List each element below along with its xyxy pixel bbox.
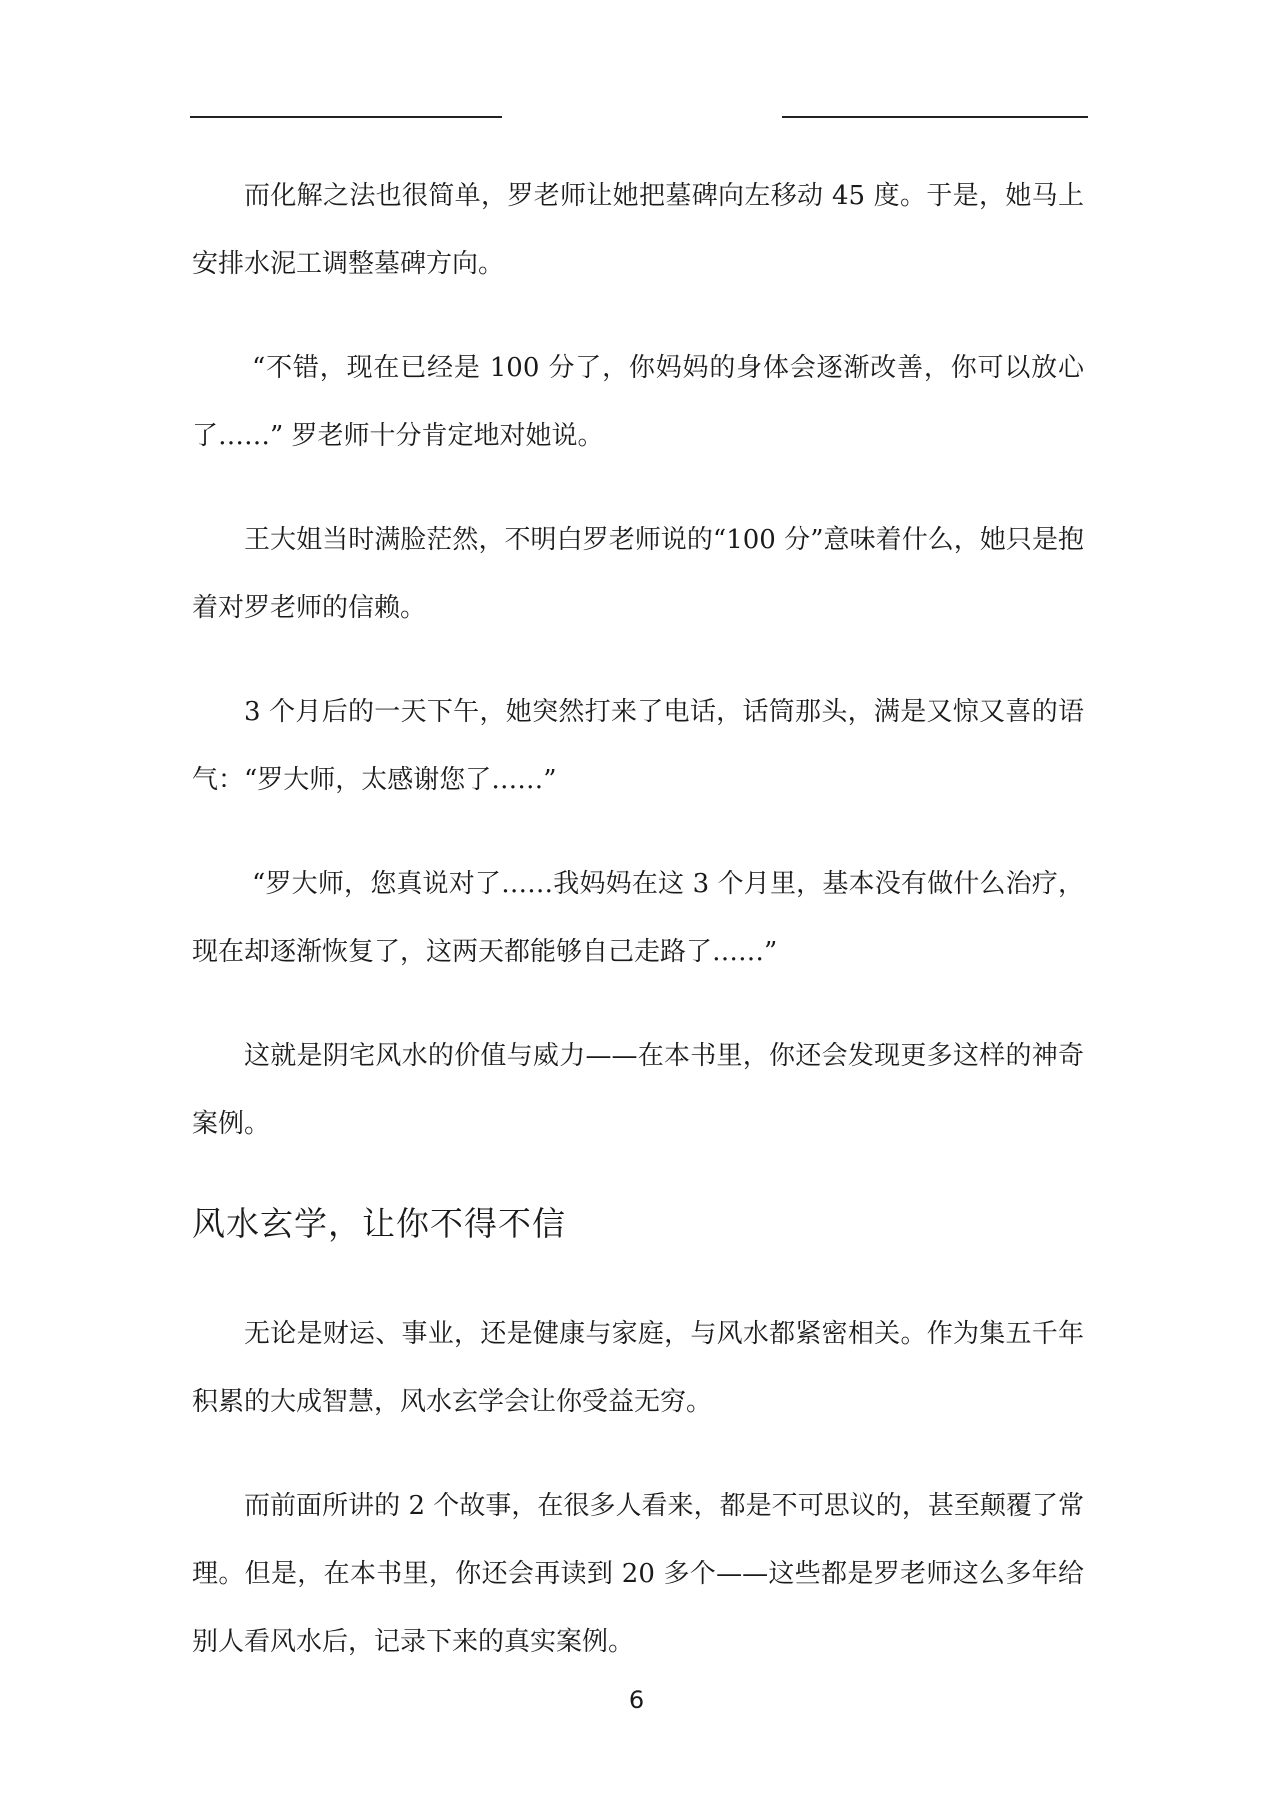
section-heading: 风水玄学，让你不得不信 [192, 1204, 566, 1243]
paragraph: “罗大师，您真说对了……我妈妈在这 3 个月里，基本没有做什么治疗，现在却逐渐恢复了，这两天都能够自己走路了……” [192, 869, 1084, 967]
paragraph: 这就是阴宅风水的价值与威力——在本书里，你还会发现更多这样的神奇案例。 [192, 1041, 1084, 1139]
paragraph: “不错，现在已经是 100 分了，你妈妈的身体会逐渐改善，你可以放心了……” 罗老师十分肯定地对她说。 [192, 353, 1084, 451]
paragraph: 而前面所讲的 2 个故事，在很多人看来，都是不可思议的，甚至颠覆了常理。但是，在本书里，你还会再读到 20 多个——这些都是罗老师这么多年给别人看风水后，记录下来的真实案例。 [192, 1491, 1084, 1657]
page-number: 6 [628, 1686, 645, 1714]
paragraph: 而化解之法也很简单，罗老师让她把墓碑向左移动 45 度。于是，她马上安排水泥工调整墓碑方向。 [192, 181, 1084, 279]
page-body [192, 162, 1084, 1712]
paragraph: 无论是财运、事业，还是健康与家庭，与风水都紧密相关。作为集五千年积累的大成智慧，风水玄学会让你受益无穷。 [192, 1319, 1084, 1417]
paragraph: 王大姐当时满脸茫然，不明白罗老师说的“100 分”意味着什么，她只是抱着对罗老师的信赖。 [192, 525, 1084, 623]
header-rule-left [190, 116, 502, 118]
paragraph: 3 个月后的一天下午，她突然打来了电话，话筒那头，满是又惊又喜的语气：“罗大师，太感谢您了……” [192, 697, 1084, 795]
header-rule-right [782, 116, 1088, 118]
